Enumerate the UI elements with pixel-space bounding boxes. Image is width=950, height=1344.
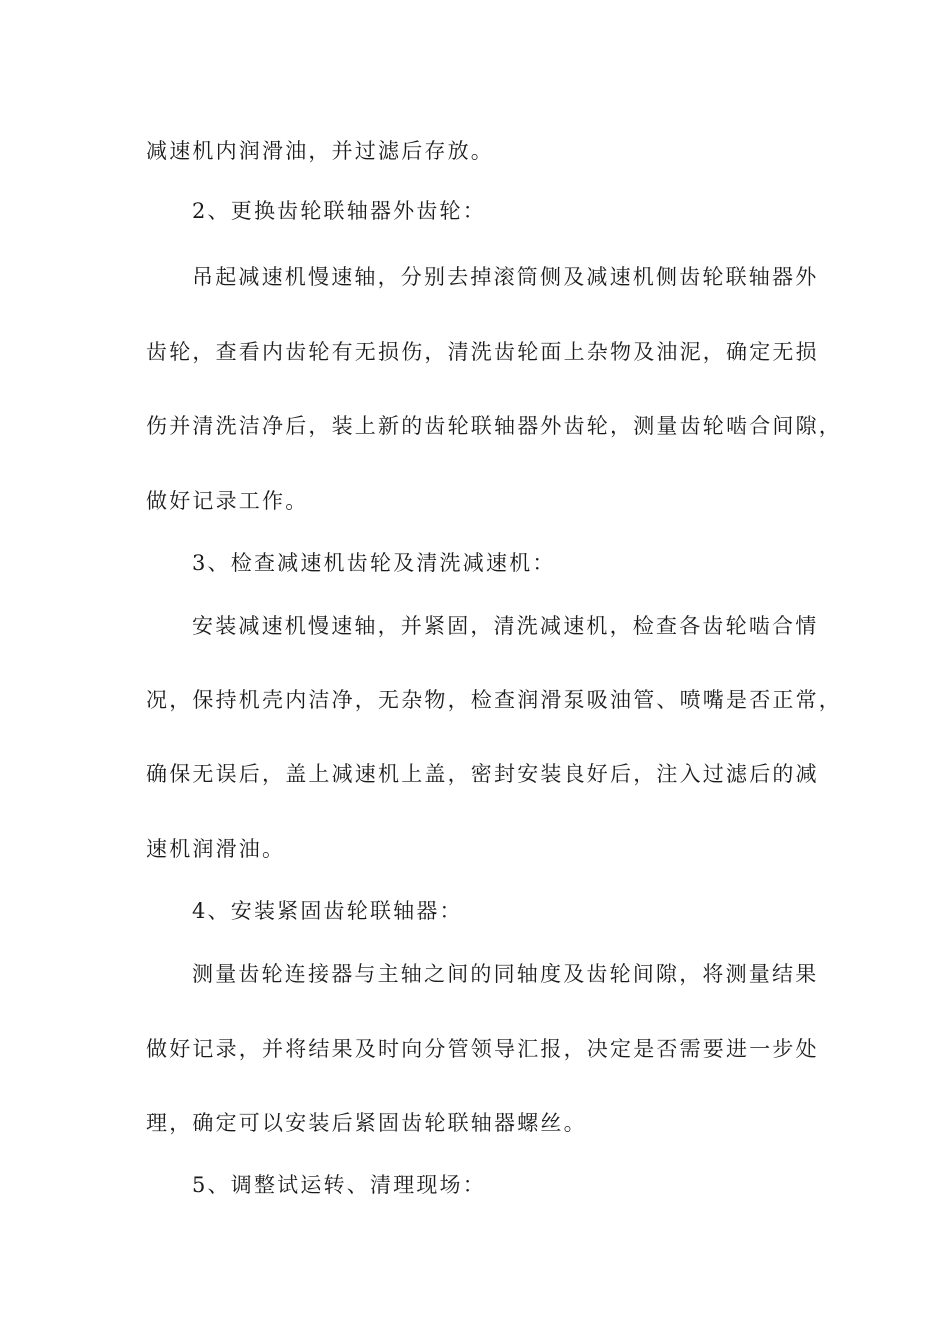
paragraph-line-10: 确保无误后，盖上减速机上盖，密封安装良好后，注入过滤后的减	[146, 762, 819, 786]
paragraph-line-8: 安装减速机慢速轴，并紧固，清洗减速机，检查各齿轮啮合情	[192, 614, 819, 638]
paragraph-line-5: 伤并清洗洁净后，装上新的齿轮联轴器外齿轮，测量齿轮啮合间隙，	[146, 414, 842, 438]
paragraph-line-14: 做好记录，并将结果及时向分管领导汇报，决定是否需要进一步处	[146, 1037, 819, 1061]
paragraph-line-9: 况，保持机壳内洁净，无杂物，检查润滑泵吸油管、喷嘴是否正常，	[146, 688, 842, 712]
paragraph-line-11: 速机润滑油。	[146, 837, 286, 861]
section-heading-4: 4、安装紧固齿轮联轴器：	[192, 899, 463, 923]
paragraph-line-3: 吊起减速机慢速轴，分别去掉滚筒侧及减速机侧齿轮联轴器外	[192, 265, 819, 289]
paragraph-line-6: 做好记录工作。	[146, 489, 309, 513]
section-heading-5: 5、调整试运转、清理现场：	[192, 1173, 486, 1197]
section-heading-2: 2、更换齿轮联轴器外齿轮：	[192, 199, 486, 223]
paragraph-line-1: 减速机内润滑油，并过滤后存放。	[146, 139, 494, 163]
paragraph-line-13: 测量齿轮连接器与主轴之间的同轴度及齿轮间隙，将测量结果	[192, 962, 819, 986]
paragraph-line-4: 齿轮，查看内齿轮有无损伤，清洗齿轮面上杂物及油泥，确定无损	[146, 340, 819, 364]
section-heading-3: 3、检查减速机齿轮及清洗减速机：	[192, 551, 556, 575]
paragraph-line-15: 理，确定可以安装后紧固齿轮联轴器螺丝。	[146, 1111, 587, 1135]
